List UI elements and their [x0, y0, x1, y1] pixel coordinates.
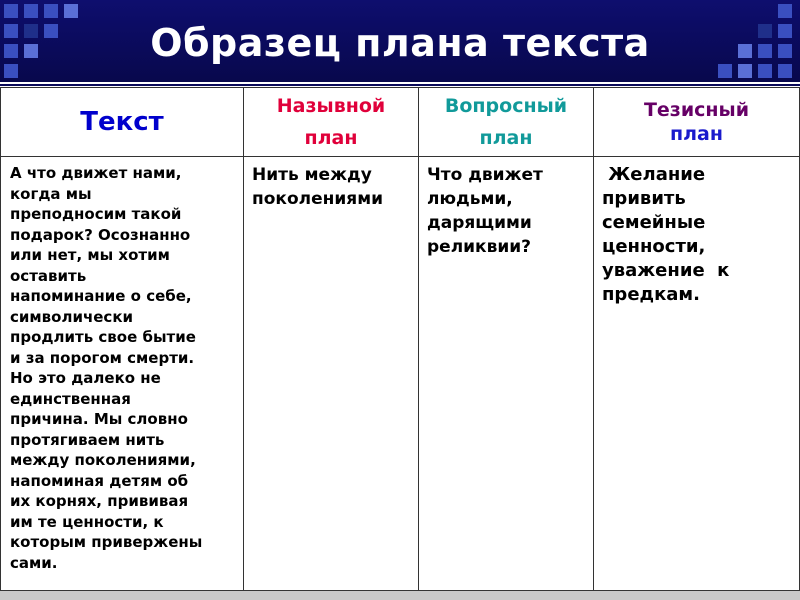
naming-line: поколениями — [252, 189, 384, 209]
text-line: которым привержены — [10, 533, 203, 551]
text-line: напоминание о себе, — [10, 287, 192, 305]
text-line: между поколениями, — [10, 451, 196, 469]
text-line: Но это далеко не — [10, 369, 161, 387]
question-line: людьми, — [427, 189, 513, 209]
header-text-label: Текст — [80, 107, 164, 137]
text-line: их корнях, прививая — [10, 492, 189, 510]
text-cell — [1, 157, 244, 591]
text-line: когда мы — [10, 184, 92, 203]
thesis-plan-cell — [594, 157, 800, 591]
text-line: сами. — [10, 553, 58, 572]
question-line: Что движет — [427, 165, 543, 185]
question-plan-cell — [419, 157, 594, 591]
text-line: символически — [10, 307, 134, 326]
thesis-line: привить — [602, 188, 686, 209]
text-line: протягиваем нить — [10, 430, 165, 449]
thesis-line: предкам. — [602, 284, 700, 305]
text-line: подарок? Осознанно — [10, 225, 191, 244]
text-line: оставить — [10, 266, 87, 285]
page-title: Образец плана текста — [150, 21, 650, 65]
text-line: преподносим такой — [10, 205, 182, 223]
text-line: и за порогом смерти. — [10, 348, 195, 367]
header-question-plan — [419, 88, 594, 157]
thesis-line: ценности, — [602, 236, 706, 257]
header-question-line1: Вопросный — [444, 95, 568, 117]
header-naming-plan — [244, 88, 419, 157]
header-thesis-plan — [594, 88, 800, 157]
naming-plan-cell — [244, 157, 419, 591]
text-line: или нет, мы хотим — [10, 246, 170, 264]
divider — [0, 84, 800, 86]
header-naming-line2: план — [304, 127, 358, 149]
thesis-line: Желание — [602, 164, 706, 185]
table-row — [1, 157, 800, 591]
table-header-row — [1, 88, 800, 157]
thesis-line: семейные — [602, 212, 706, 233]
text-line: им те ценности, к — [10, 512, 164, 531]
thesis-line: уважение к — [602, 260, 730, 281]
text-line: напоминая детям об — [10, 471, 189, 490]
header-question-line2: план — [479, 127, 533, 149]
text-line: продлить свое бытие — [10, 328, 196, 346]
header-text — [1, 88, 244, 157]
text-line: причина. Мы словно — [10, 410, 188, 428]
title-banner — [0, 0, 800, 82]
text-line: единственная — [10, 389, 131, 408]
text-line: А что движет нами, — [10, 164, 182, 182]
header-naming-line1: Назывной — [276, 95, 386, 117]
plan-table — [0, 87, 800, 591]
header-thesis-line1: Тезисный — [643, 99, 750, 121]
question-line: реликвии? — [427, 237, 532, 257]
header-thesis-line2: план — [670, 123, 723, 145]
naming-line: Нить между — [252, 165, 372, 185]
question-line: дарящими — [427, 213, 532, 233]
